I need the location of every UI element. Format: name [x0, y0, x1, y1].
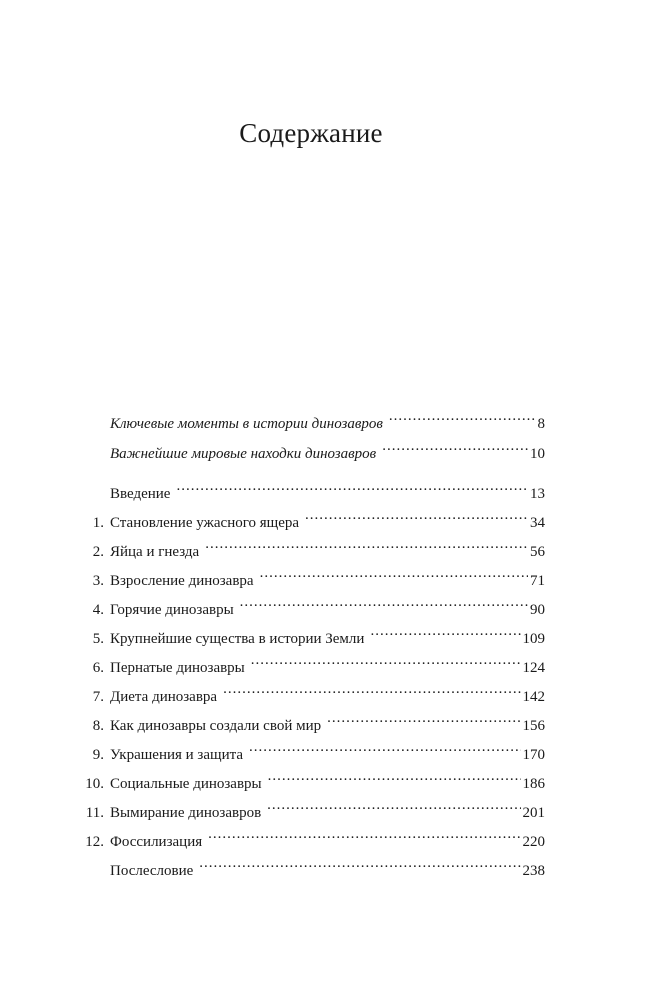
toc-entry-chapter-5[interactable]: [78, 619, 545, 647]
toc-entry-page: 156: [522, 718, 545, 734]
toc-entry-number: 10.: [85, 776, 104, 792]
toc-entry-chapter-1[interactable]: [78, 503, 545, 531]
toc-entry-page: 90: [530, 602, 545, 618]
toc-leader-dots: [260, 561, 528, 585]
toc-entry-page: 56: [530, 544, 545, 560]
toc-entry-page: 220: [522, 834, 545, 850]
toc-entry-page: 170: [522, 747, 545, 763]
toc-entry-label: Важнейшие мировые находки динозавров: [110, 446, 377, 462]
toc-entry-page: 8: [537, 416, 545, 432]
toc-leader-dots: [305, 503, 528, 527]
toc-entry-label: Взросление динозавра: [110, 573, 254, 589]
toc-entry-page: 186: [522, 776, 545, 792]
toc-entry-chapter-8[interactable]: [78, 706, 545, 734]
toc-leader-dots: [327, 706, 520, 730]
toc-entry-label: Становление ужасного ящера: [110, 515, 300, 531]
toc-entry-label: Горячие динозавры: [110, 602, 234, 618]
toc-entry-number: 1.: [92, 515, 104, 531]
toc-entry-page: 13: [530, 486, 545, 502]
toc-entry-page: 109: [522, 631, 545, 647]
toc-entry-label: Вымирание динозавров: [110, 805, 262, 821]
toc-entry-afterword[interactable]: [78, 851, 545, 879]
toc-leader-dots: [208, 822, 520, 846]
toc-leader-dots: [176, 474, 528, 498]
toc-entry-chapter-10[interactable]: [78, 764, 545, 792]
toc-entry-label: Фоссилизация: [110, 834, 203, 850]
toc-entry-page: 124: [522, 660, 545, 676]
toc-entry-label: Крупнейшие существа в истории Земли: [110, 631, 365, 647]
toc-leader-dots: [240, 590, 528, 614]
toc-entry-number: 8.: [92, 718, 104, 734]
toc-entry-label: Как динозавры создали свой мир: [110, 718, 322, 734]
toc-entry-label: Введение: [110, 486, 171, 502]
toc-entry-chapter-11[interactable]: [78, 793, 545, 821]
toc-leader-dots: [268, 764, 521, 788]
toc-entry-label: Ключевые моменты в истории динозавров: [110, 416, 383, 432]
toc-entry-label: Украшения и защита: [110, 747, 243, 763]
toc-leader-dots: [370, 619, 520, 643]
toc-entry-number: 12.: [85, 834, 104, 850]
toc-entry-number: 7.: [92, 689, 104, 705]
toc-entry-number: 4.: [92, 602, 104, 618]
toc-entry-page: 71: [530, 573, 545, 589]
toc-leader-dots: [205, 532, 528, 556]
toc-entry-label: Послесловие: [110, 863, 194, 879]
toc-entry-label: Диета динозавра: [110, 689, 218, 705]
toc-entry-world-finds[interactable]: [78, 434, 545, 462]
toc-entry-page: 142: [522, 689, 545, 705]
toc-leader-dots: [249, 735, 521, 759]
toc-entry-chapter-12[interactable]: [78, 822, 545, 850]
toc-leader-dots: [267, 793, 520, 817]
toc-entry-chapter-6[interactable]: [78, 648, 545, 676]
toc-entry-page: 10: [530, 446, 545, 462]
toc-entry-page: 201: [522, 805, 545, 821]
toc-entry-chapter-7[interactable]: [78, 677, 545, 705]
toc-entry-number: 11.: [85, 805, 104, 821]
toc-entry-number: 3.: [92, 573, 104, 589]
toc-leader-dots: [389, 404, 536, 428]
toc-entry-page: 34: [530, 515, 545, 531]
toc-entry-key-moments[interactable]: [78, 404, 545, 432]
toc-entry-label: Яйца и гнезда: [110, 544, 200, 560]
toc-entry-number: 2.: [92, 544, 104, 560]
toc-entry-chapter-2[interactable]: [78, 532, 545, 560]
toc-entry-chapter-3[interactable]: [78, 561, 545, 589]
toc-leader-dots: [251, 648, 521, 672]
toc-entry-number: 9.: [92, 747, 104, 763]
toc-entry-number: 5.: [92, 631, 104, 647]
toc-entry-introduction[interactable]: [78, 474, 545, 502]
toc-leader-dots: [223, 677, 520, 701]
toc-entry-label: Пернатые динозавры: [110, 660, 245, 676]
toc-leader-dots: [199, 851, 520, 875]
toc-entry-chapter-4[interactable]: [78, 590, 545, 618]
page-title: Содержание: [239, 118, 383, 148]
toc-entry-chapter-9[interactable]: [78, 735, 545, 763]
toc-leader-dots: [382, 434, 528, 458]
toc-entry-label: Социальные динозавры: [110, 776, 262, 792]
toc-entry-number: 6.: [92, 660, 104, 676]
toc-entry-page: 238: [522, 863, 545, 879]
